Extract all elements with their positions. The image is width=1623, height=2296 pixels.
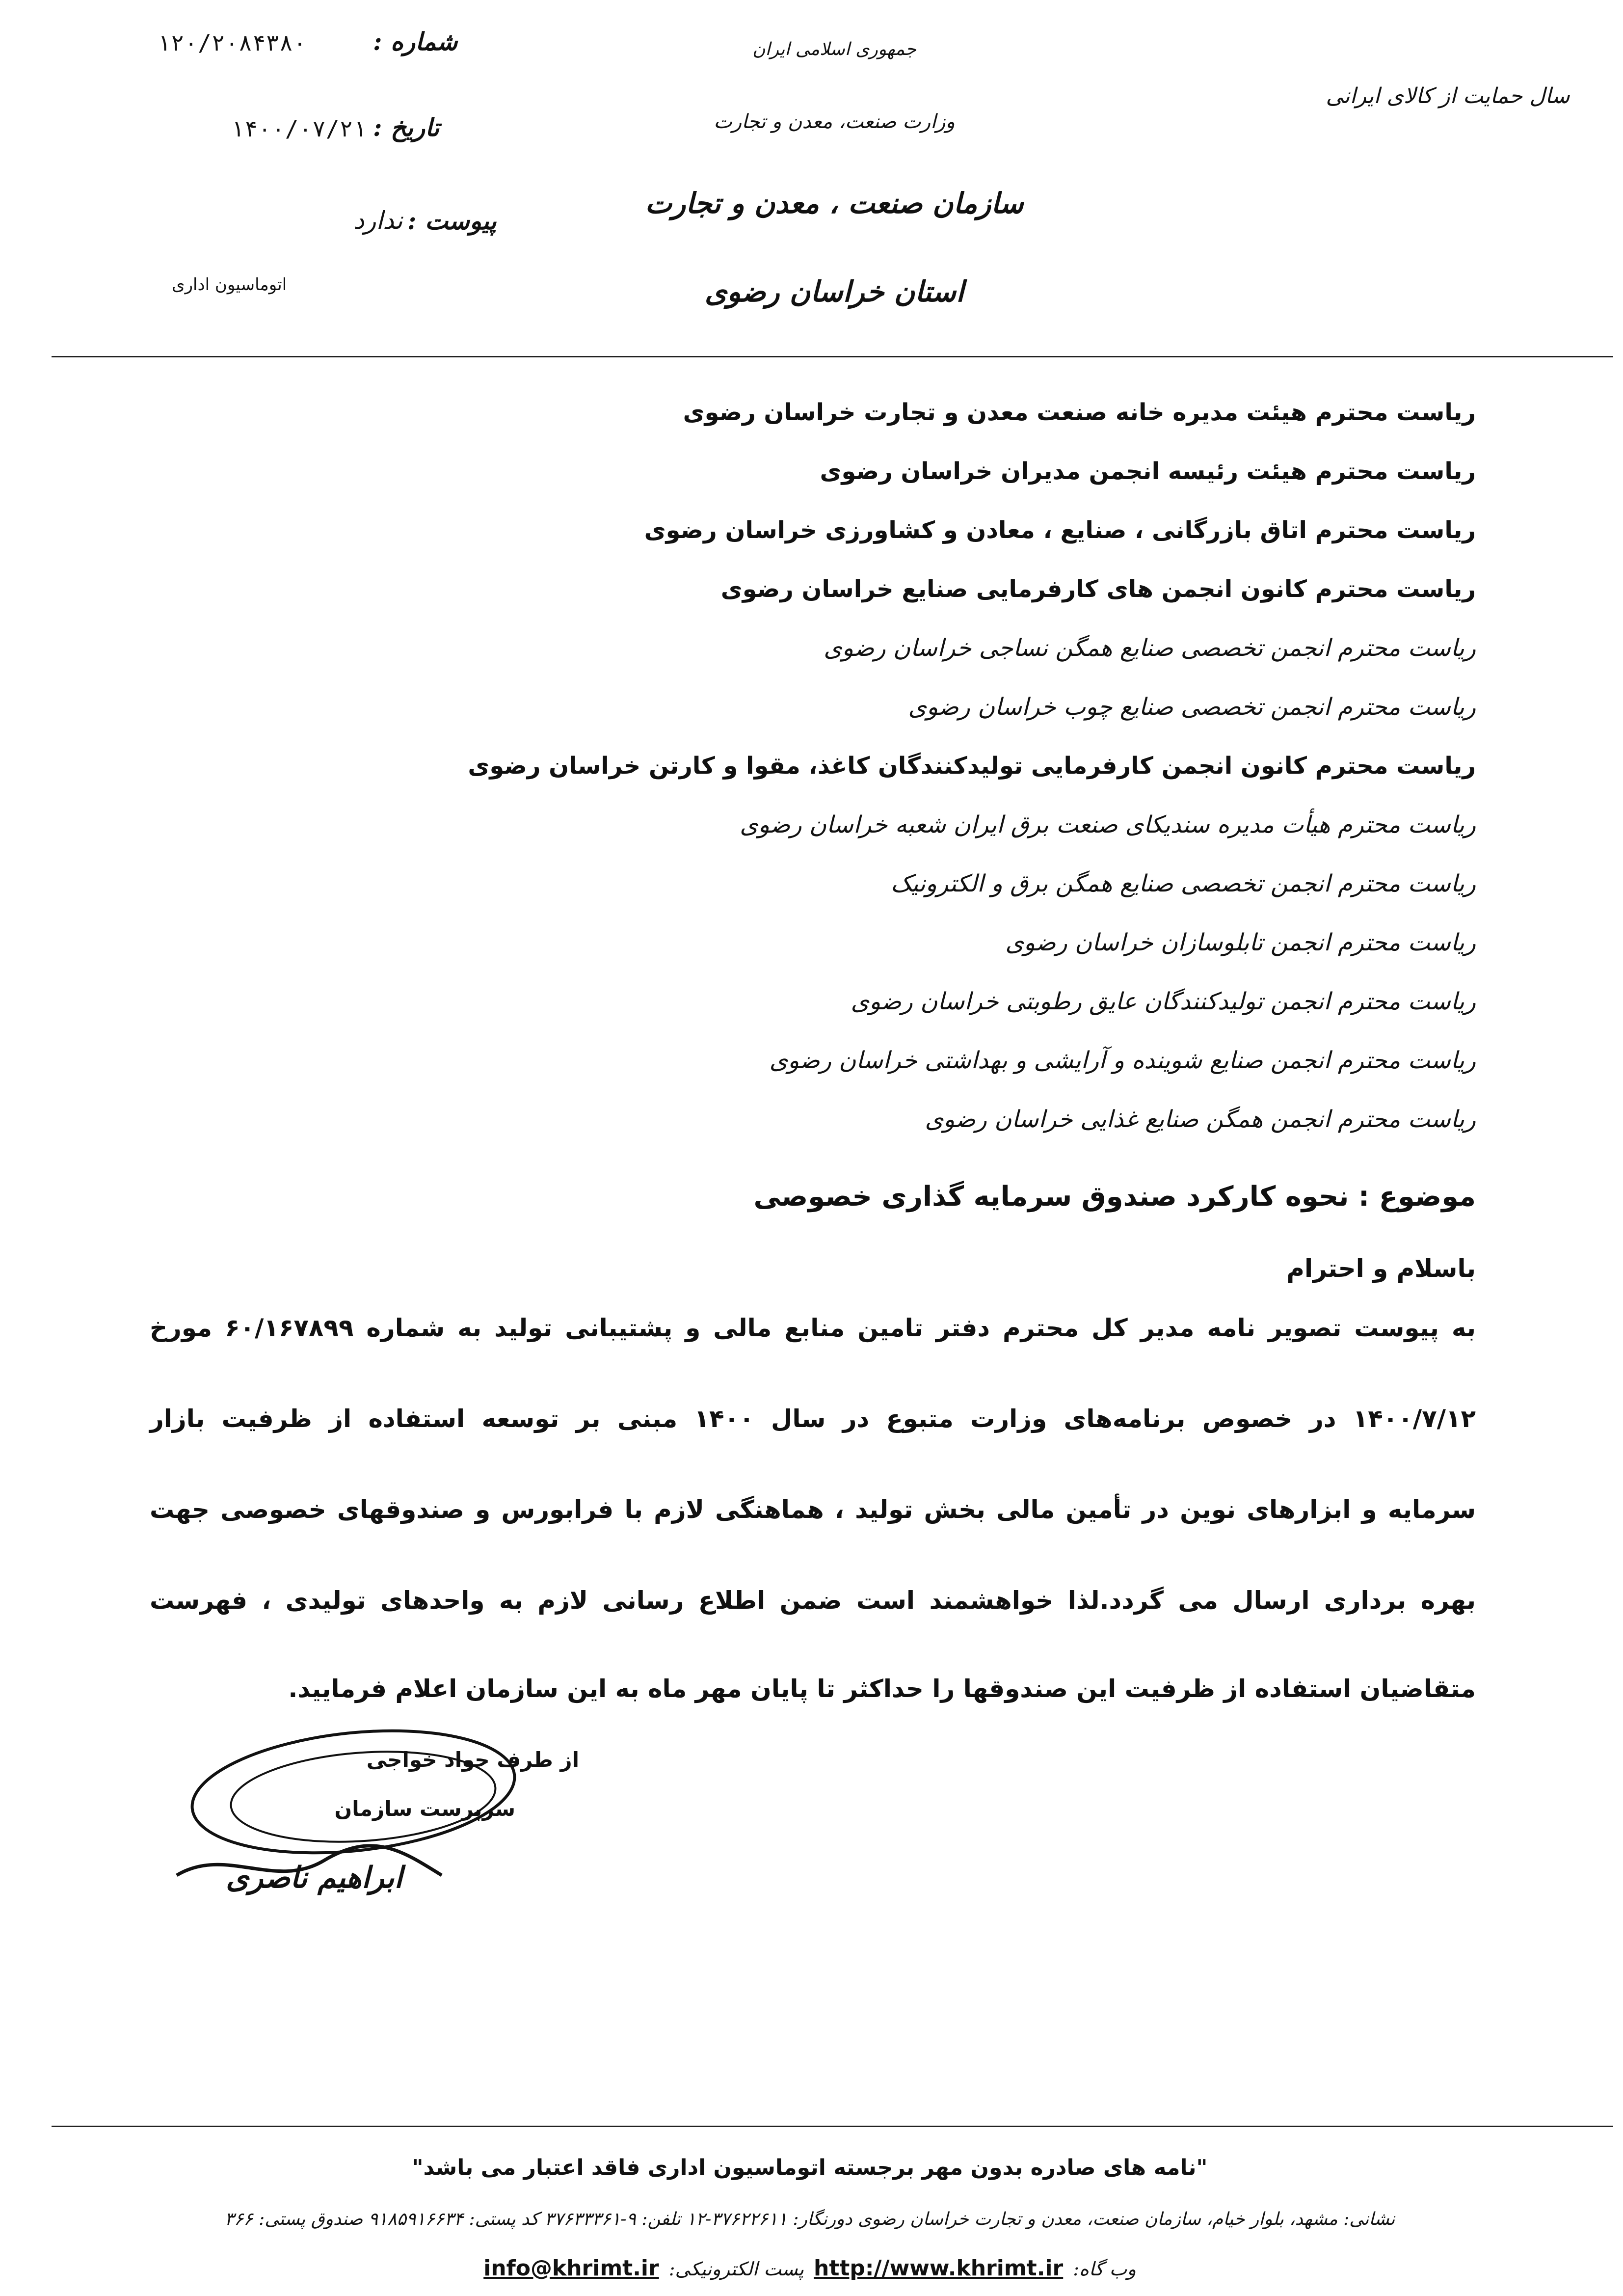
province-title: استان خراسان رضوی (704, 275, 964, 308)
footer-note: "نامه های صادره بدون مهر برجسته اتوماسیون اداری فاقد اعتبار می باشد" (412, 2155, 1208, 2180)
signature-block (147, 1728, 589, 1934)
recipient-item: ریاست محترم اتاق بازرگانی ، صنایع ، معادن و کشاورزی خراسان رضوی (644, 516, 1476, 544)
republic-title: جمهوری اسلامی ایران (752, 39, 916, 59)
year-slogan: سال حمایت از کالای ایرانی (1326, 83, 1570, 108)
recipient-item: ریاست محترم هیئت رئیسه انجمن مدیران خراسان رضوی (820, 458, 1476, 485)
footer-divider (52, 2126, 1613, 2127)
web-label: وب گاه: (1073, 2258, 1136, 2280)
header-divider (52, 356, 1613, 357)
letter-subject: موضوع : نحوه کارکرد صندوق سرمایه گذاری خصوصی (753, 1181, 1476, 1213)
body-line: سرمایه و ابزارهای نوین در تأمین مالی بخش تولید ، هماهنگی لازم با فرابورس و صندوقهای خصوصی جهت (150, 1495, 1476, 1524)
recipient-item: ریاست محترم کانون انجمن های کارفرمایی صنایع خراسان رضوی (720, 575, 1476, 603)
body-line: به پیوست تصویر نامه مدیر کل محترم دفتر تامین منابع مالی و پشتیبانی تولید به شماره ۶۰/۱۶۷۸۹۹ مورخ (150, 1314, 1476, 1342)
email-label: پست الکترونیکی: (668, 2258, 804, 2280)
body-line: متقاضیان استفاده از ظرفیت این صندوقها را حداکثر تا پایان مهر ماه به این سازمان اعلام فرمایید. (288, 1675, 1476, 1703)
organization-title: سازمان صنعت ، معدن و تجارت (645, 187, 1024, 220)
recipient-item: ریاست محترم هیأت مدیره سندیکای صنعت برق ایران شعبه خراسان رضوی (740, 811, 1476, 838)
automation-label: اتوماسیون اداری (172, 275, 287, 295)
recipient-item: ریاست محترم انجمن تخصصی صنایع همگن برق و الکترونیک (890, 870, 1476, 897)
recipient-item: ریاست محترم انجمن تولیدکنندگان عایق رطوبتی خراسان رضوی (851, 988, 1476, 1015)
date-label: تاریخ : (373, 113, 440, 142)
attachment-value: ندارد (353, 206, 403, 235)
ministry-title: وزارت صنعت، معدن و تجارت (714, 110, 955, 133)
body-line: بهره برداری ارسال می گردد.لذا خواهشمند است ضمن اطلاع رسانی لازم به واحدهای تولیدی ، فهرست (150, 1586, 1476, 1615)
number-label: شماره : (373, 27, 458, 56)
attachment-label: پیوست : (407, 206, 497, 235)
signature-on-behalf: از طرف جواد خواجی (366, 1748, 579, 1772)
number-value: ۱۲۰/۲۰۸۴۳۸۰ (157, 29, 307, 56)
recipient-item: ریاست محترم انجمن صنایع شوینده و آرایشی و بهداشتی خراسان رضوی (769, 1047, 1476, 1074)
letter-header (0, 0, 1623, 353)
letter-greeting: باسلام و احترام (1286, 1254, 1476, 1283)
recipient-item: ریاست محترم هیئت مدیره خانه صنعت معدن و تجارت خراسان رضوی (683, 399, 1476, 426)
recipient-item: ریاست محترم انجمن تخصصی صنایع چوب خراسان رضوی (908, 693, 1476, 721)
recipient-item: ریاست محترم انجمن تابلوسازان خراسان رضوی (1005, 929, 1476, 956)
recipient-item: ریاست محترم کانون انجمن کارفرمایی تولیدکنندگان کاغذ، مقوا و کارتن خراسان رضوی (468, 752, 1476, 780)
recipient-list (102, 383, 1476, 1149)
email-link[interactable]: info@khrimt.ir (483, 2256, 659, 2281)
footer-address: نشانی: مشهد، بلوار خیام، سازمان صنعت، معدن و تجارت خراسان رضوی دورنگار: ۳۷۶۲۲۶۱۱-۱۲ تلفن: ۹-۳۷۶۳۳۳۶۱ کد پستی: ۹۱۸۵۹۱۶۶۳۴ صندوق پستی: ۳۶۶ (224, 2209, 1395, 2229)
website-link[interactable]: http://www.khrimt.ir (814, 2256, 1064, 2281)
signature-name: ابراهیم ناصری (226, 1861, 402, 1895)
recipient-item: ریاست محترم انجمن همگن صنایع غذایی خراسان رضوی (925, 1106, 1476, 1133)
footer-contacts (442, 2256, 1178, 2281)
body-line: ۱۴۰۰/۷/۱۲ در خصوص برنامه‌های وزارت متبوع در سال ۱۴۰۰ مبنی بر توسعه استفاده از ظرفیت بازار (150, 1405, 1476, 1433)
signature-position: سرپرست سازمان (334, 1797, 515, 1821)
date-value: ۱۴۰۰/۰۷/۲۱ (231, 115, 367, 142)
recipient-item: ریاست محترم انجمن تخصصی صنایع همگن نساجی خراسان رضوی (824, 634, 1476, 662)
